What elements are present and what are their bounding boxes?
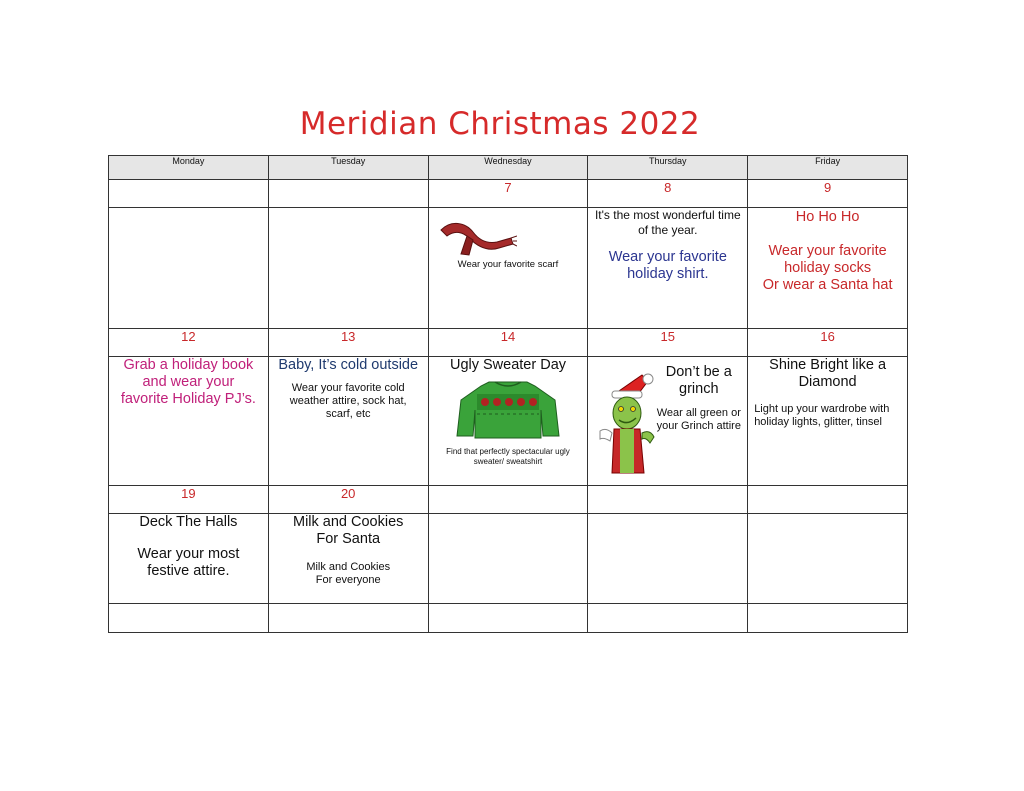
- date-cell-empty: [428, 603, 588, 632]
- event-cell-empty: [748, 514, 908, 603]
- event-cell-scarf-day: [428, 208, 588, 329]
- event-cell-grinch: [588, 356, 748, 486]
- date-cell: 13: [268, 328, 428, 356]
- ugly-sweater-caption: Find that perfectly spectacular ugly sweater/ sweatshirt: [446, 446, 570, 466]
- date-cell: [428, 486, 588, 514]
- scarf-icon: [429, 208, 588, 263]
- day-header-friday: Friday: [748, 156, 908, 180]
- event-cell-holiday-shirt: [588, 208, 748, 329]
- monday-event-text: Wear your most festive attire.: [137, 546, 240, 580]
- event-cell-ugly-sweater: [428, 356, 588, 486]
- tuesday-event-text: Milk and Cookies For everyone: [306, 561, 391, 587]
- date-cell: 8: [588, 180, 748, 208]
- tuesday-heading: Baby, It’s cold outside: [278, 356, 419, 373]
- event-cell-deck-halls: [109, 514, 269, 603]
- day-header-thursday: Thursday: [588, 156, 748, 180]
- tuesday-event-text: Wear your favorite cold weather attire, sock hat, scarf, etc: [289, 381, 407, 420]
- thursday-event-text: Wear your favorite holiday shirt.: [608, 249, 727, 283]
- grinch-heading: Don’t be a grinch: [665, 363, 732, 397]
- event-cell-shine-bright: [748, 356, 908, 486]
- date-cell: 20: [268, 486, 428, 514]
- ugly-sweater-icon: [429, 380, 588, 445]
- date-cell-empty: [268, 603, 428, 632]
- tuesday-heading: Milk and Cookies For Santa: [292, 514, 404, 548]
- event-cell-empty: [588, 514, 748, 603]
- date-cell: [109, 180, 269, 208]
- day-header-monday: Monday: [109, 156, 269, 180]
- calendar-title: Meridian Christmas 2022: [299, 106, 701, 142]
- event-cell-empty: [268, 208, 428, 329]
- event-cell-holiday-socks: [748, 208, 908, 329]
- scarf-caption: Wear your favorite scarf: [457, 259, 559, 271]
- date-cell-empty: [748, 603, 908, 632]
- date-cell-empty: [109, 603, 269, 632]
- grinch-event-text: Wear all green or your Grinch attire: [656, 406, 741, 432]
- calendar-grid: [108, 155, 908, 633]
- event-cell-empty: [109, 208, 269, 329]
- date-cell: 16: [748, 328, 908, 356]
- date-cell: [268, 180, 428, 208]
- friday-heading: Shine Bright like a Diamond: [769, 356, 887, 390]
- friday-alt-text: Or wear a Santa hat: [762, 277, 893, 294]
- date-cell-empty: [588, 603, 748, 632]
- friday-heading: Ho Ho Ho: [795, 209, 860, 226]
- friday-event-text: Wear your favorite holiday socks: [768, 243, 887, 277]
- date-cell: [748, 486, 908, 514]
- event-cell-empty: [428, 514, 588, 603]
- wednesday-heading: Ugly Sweater Day: [449, 356, 567, 373]
- date-cell: 9: [748, 180, 908, 208]
- date-cell: 19: [109, 486, 269, 514]
- date-cell: 12: [109, 328, 269, 356]
- event-cell-cold-outside: [268, 356, 428, 486]
- monday-event-text: Grab a holiday book and wear your favorite Holiday PJ’s.: [120, 356, 256, 407]
- event-cell-holiday-pjs: [109, 356, 269, 486]
- date-cell: [588, 486, 748, 514]
- thursday-intro-text: It's the most wonderful time of the year.: [594, 208, 741, 238]
- friday-event-text: Light up your wardrobe with holiday lights, glitter, tinsel: [754, 402, 890, 428]
- date-cell: 7: [428, 180, 588, 208]
- date-cell: 15: [588, 328, 748, 356]
- day-header-tuesday: Tuesday: [268, 156, 428, 180]
- day-header-wednesday: Wednesday: [428, 156, 588, 180]
- monday-heading: Deck The Halls: [139, 514, 238, 531]
- grinch-icon: [596, 371, 658, 480]
- date-cell: 14: [428, 328, 588, 356]
- event-cell-milk-cookies: [268, 514, 428, 603]
